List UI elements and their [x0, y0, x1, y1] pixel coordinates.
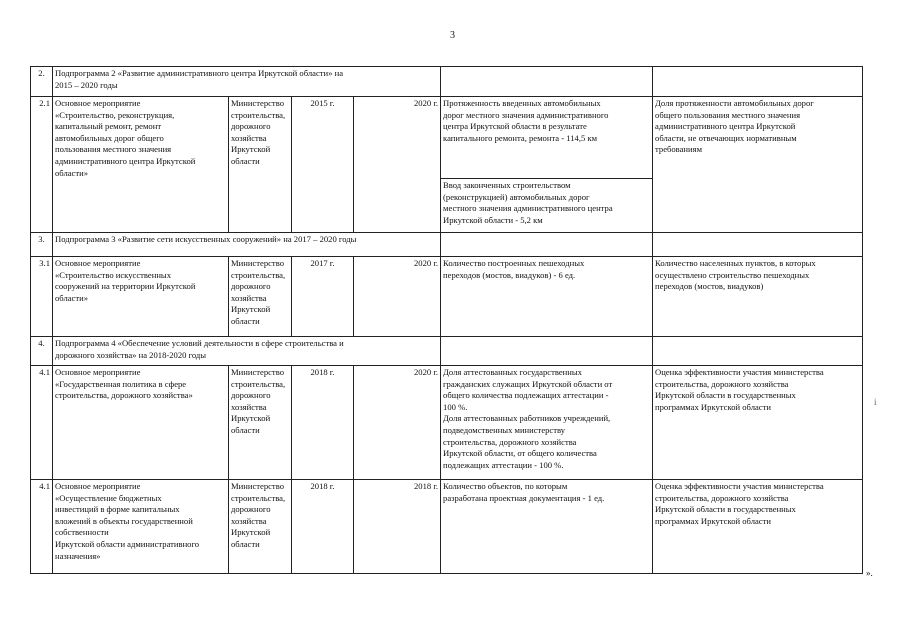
empty-cell: [653, 67, 863, 97]
subprogram-title: Подпрограмма 3 «Развитие сети искусственных сооружений» на 2017 – 2020 годы: [53, 233, 441, 257]
activity-cell: Основное мероприятие «Государственная политика в сфере строительства, дорожного хозяйства»: [53, 366, 229, 480]
empty-cell: [441, 67, 653, 97]
closing-quote-mark: ».: [866, 568, 873, 578]
activity-row: [31, 257, 863, 337]
result-cell: Доля аттестованных государственных гражданских служащих Иркутской области от общего количества подлежащих аттестации - 100 %. Доля аттестованных работников учреждений, подведомственных министерству строительства, дорожного хозяйства Иркутской области, от общего количества подлежащих аттестации - 100 %.: [441, 366, 653, 480]
indicator-cell: Оценка эффективности участия министерства строительства, дорожного хозяйства Иркутской области в государственных программах Иркутской области: [653, 366, 863, 480]
indicator-cell: Количество населенных пунктов, в которых осуществлено строительство пешеходных переходов (мостов, виадуков): [653, 257, 863, 337]
program-table: [30, 66, 863, 574]
activity-cell: Основное мероприятие «Строительство искусственных сооружений на территории Иркутской области»: [53, 257, 229, 337]
result-cell: Протяженность введенных автомобильных дорог местного значения административного центра Иркутской области в результате капитального ремонта, ремонта - 114,5 км: [441, 97, 653, 179]
end-year-cell: 2018 г.: [354, 480, 441, 574]
start-year-cell: 2018 г.: [292, 366, 354, 480]
empty-cell: [441, 337, 653, 366]
end-year-cell: 2020 г.: [354, 366, 441, 480]
result-cell: Количество построенных пешеходных переходов (мостов, виадуков) - 6 ед.: [441, 257, 653, 337]
responsible-cell: Министерство строительства, дорожного хозяйства Иркутской области: [229, 366, 292, 480]
responsible-cell: Министерство строительства, дорожного хозяйства Иркутской области: [229, 97, 292, 233]
result-cell: Ввод законченных строительством (реконструкцией) автомобильных дорог местного значения административного центра Иркутской области - 5,2 км: [441, 179, 653, 233]
responsible-cell: Министерство строительства, дорожного хозяйства Иркутской области: [229, 257, 292, 337]
indicator-cell: Доля протяженности автомобильных дорог общего пользования местного значения административного центра Иркутской области, не отвечающих нормативным требованиям: [653, 97, 863, 233]
start-year-cell: 2017 г.: [292, 257, 354, 337]
row-number: 3.: [31, 233, 53, 257]
indicator-cell: Оценка эффективности участия министерства строительства, дорожного хозяйства Иркутской области в государственных программах Иркутской области: [653, 480, 863, 574]
row-number: 2.: [31, 67, 53, 97]
empty-cell: [441, 233, 653, 257]
empty-cell: [653, 337, 863, 366]
page-number: 3: [450, 30, 455, 41]
subprogram-title: Подпрограмма 4 «Обеспечение условий деятельности в сфере строительства и дорожного хозяйства» на 2018-2020 годы: [53, 337, 441, 366]
start-year-cell: 2015 г.: [292, 97, 354, 233]
row-number: 4.1: [31, 480, 53, 574]
activity-cell: Основное мероприятие «Осуществление бюджетных инвестиций в форме капитальных вложений в объекты государственной собственности Иркутской области административного назначения»: [53, 480, 229, 574]
activity-cell: Основное мероприятие «Строительство, реконструкция, капитальный ремонт, ремонт автомобильных дорог общего пользования местного значения административного центра Иркутской области»: [53, 97, 229, 233]
scan-edge-mark: i: [874, 397, 877, 407]
row-number: 4.: [31, 337, 53, 366]
activity-row: [31, 366, 863, 480]
row-number: 4.1: [31, 366, 53, 480]
responsible-cell: Министерство строительства, дорожного хозяйства Иркутской области: [229, 480, 292, 574]
start-year-cell: 2018 г.: [292, 480, 354, 574]
end-year-cell: 2020 г.: [354, 257, 441, 337]
subprogram-header-row: [31, 67, 863, 97]
subprogram-title: Подпрограмма 2 «Развитие административного центра Иркутской области» на 2015 – 2020 годы: [53, 67, 441, 97]
row-number: 2.1: [31, 97, 53, 233]
end-year-cell: 2020 г.: [354, 97, 441, 233]
row-number: 3.1: [31, 257, 53, 337]
subprogram-header-row: [31, 233, 863, 257]
subprogram-header-row: [31, 337, 863, 366]
empty-cell: [653, 233, 863, 257]
result-cell: Количество объектов, по которым разработана проектная документация - 1 ед.: [441, 480, 653, 574]
activity-row: [31, 97, 863, 179]
activity-row: [31, 480, 863, 574]
